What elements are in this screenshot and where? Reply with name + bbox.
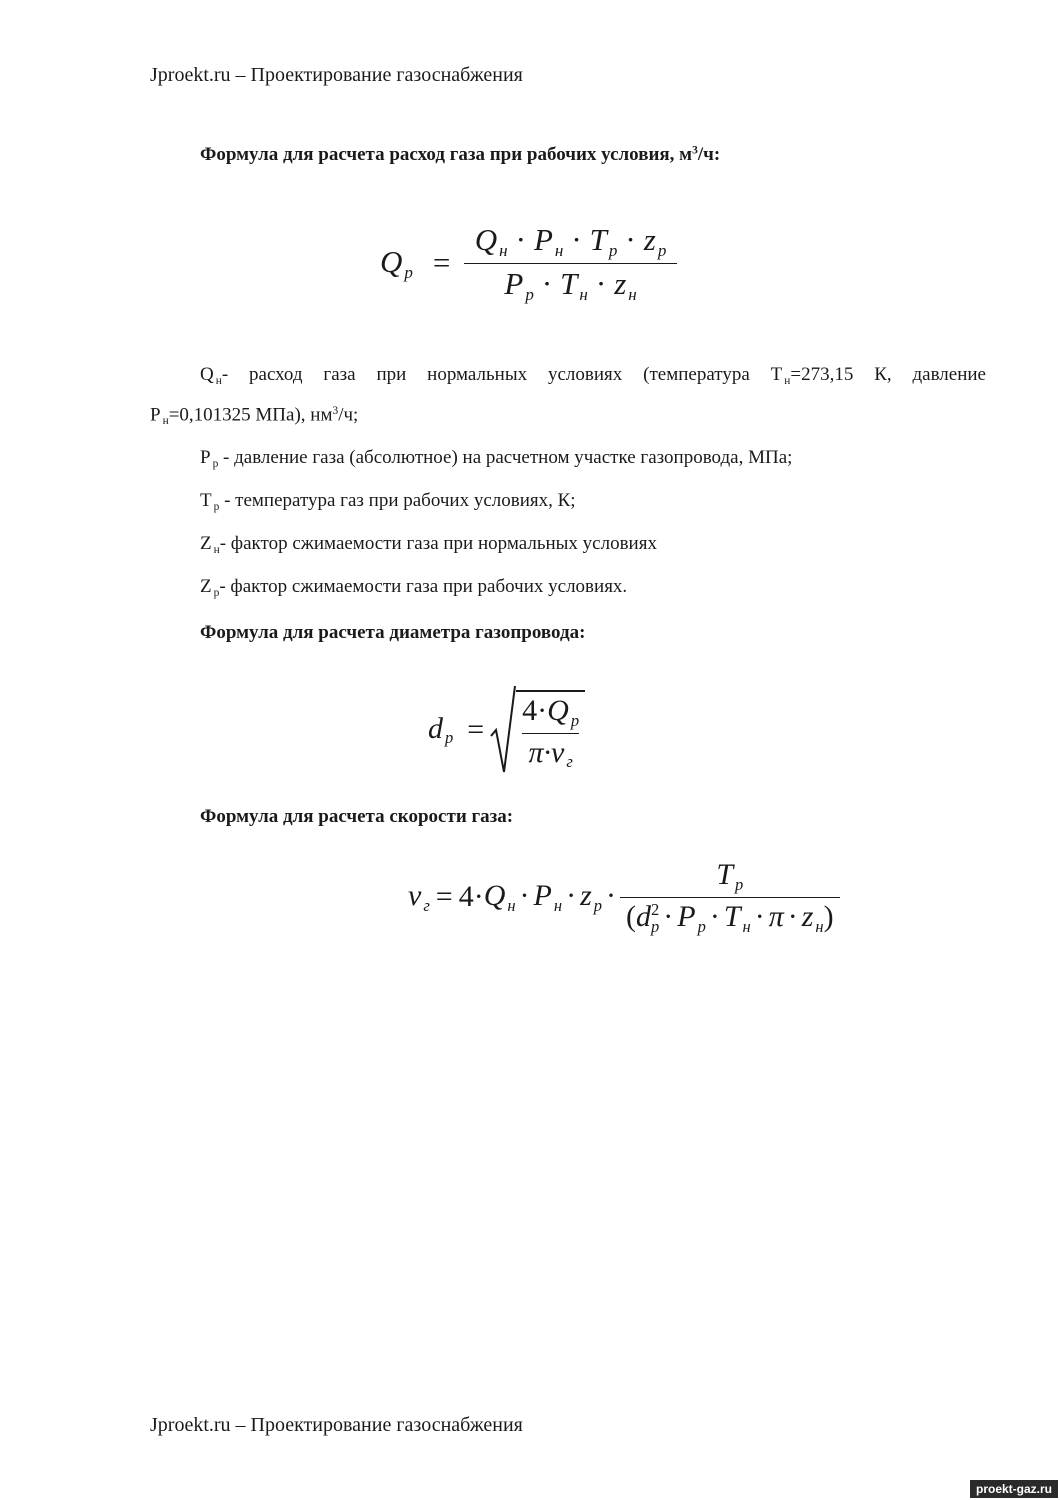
f1-equals: = <box>432 245 451 281</box>
formula-velocity <box>408 858 840 937</box>
formula-diameter <box>428 684 585 776</box>
f3-terms <box>484 879 620 916</box>
f1-num-term: Q $_н$ <box>474 222 508 260</box>
f3-dot: · <box>566 878 577 912</box>
f2-denominator: π·ν $_г$ <box>522 733 578 773</box>
f1-den-term: T $_н$ <box>560 265 588 304</box>
section1-title-sup: 3 <box>692 144 698 157</box>
page-footer: Jproekt.ru – Проектирование газоснабжения <box>150 1414 523 1436</box>
f1-den-term: · <box>595 265 607 301</box>
f2-radicand <box>516 690 585 773</box>
f1-den-term: z $_н$ <box>614 265 637 304</box>
f1-num-term: · <box>515 222 526 257</box>
def-qn: Q $_н$- расход газа при нормальных условиях (температура Т $_н$=273,15 К, давление <box>200 364 986 387</box>
watermark-badge: proekt-gaz.ru <box>970 1480 1058 1498</box>
def-zp: Z $_р$- фактор сжимаемости газа при рабочих условиях. <box>200 576 628 600</box>
f3-den-dot: · <box>709 899 720 933</box>
f3-coef: 4· <box>458 880 484 914</box>
f1-denominator <box>464 263 676 305</box>
f3-den-term: π <box>768 899 784 933</box>
f3-denominator: (d 2 p · P $_р$ · T $_н$ · π · z $_н$) <box>620 897 840 937</box>
section3-title: Формула для расчета скорости газа: <box>200 806 514 827</box>
section1-title-text: Формула для расчета расход газа при рабочих условия, м <box>200 144 693 165</box>
section2-title: Формула для расчета диаметра газопровода: <box>200 622 586 643</box>
f2-equals: = <box>467 713 485 746</box>
f1-num-term: · <box>571 222 582 257</box>
f3-term: z $_р$ <box>580 878 602 915</box>
f3-den-term: P $_р$ <box>677 899 706 936</box>
formula-gas-flow <box>380 222 677 305</box>
def-zn: Z $_н$- фактор сжимаемости газа при нормальных условиях <box>200 533 657 557</box>
def-tp: Т $_р$ - температура газ при рабочих условиях, К; <box>200 490 576 514</box>
f3-den-term: T $_н$ <box>723 899 751 936</box>
section1-title-end: /ч: <box>697 144 721 165</box>
f1-numerator <box>469 222 673 263</box>
f3-equals: = <box>435 880 453 914</box>
f3-den-dot: · <box>663 899 674 933</box>
f1-lhs: Q $_р$ <box>380 243 413 282</box>
f3-den-term: z $_н$ <box>801 899 824 936</box>
f3-numerator: T $_р$ <box>716 858 744 894</box>
f2-lhs: d $_р$ <box>428 711 454 748</box>
f1-num-term: z $_р$ <box>643 222 667 260</box>
f3-den-dot: · <box>787 899 798 933</box>
f1-den-term: P $_р$ <box>504 265 534 304</box>
f3-lhs: ν $_г$ <box>408 878 430 915</box>
f3-term: P $_н$ <box>533 878 563 915</box>
def-pn: Р $_н$=0,101325 МПа), $нм^3/ч$; <box>150 404 359 428</box>
section1-title <box>200 144 720 166</box>
page-header: Jproekt.ru – Проектирование газоснабжения <box>150 64 523 86</box>
f3-dot: · <box>606 878 616 912</box>
f2-numerator: 4·Q $_р$ <box>522 693 580 730</box>
f1-fraction <box>464 222 676 305</box>
f3-term: Q $_н$ <box>483 878 516 915</box>
def-pp: Р $_р$ - давление газа (абсолютное) на расчетном участке газопровода, МПа; <box>200 447 793 471</box>
definitions-block <box>150 360 986 608</box>
f1-num-term: T $_р$ <box>589 222 618 260</box>
f3-den-dot: · <box>754 899 765 933</box>
f1-den-term: · <box>541 265 553 301</box>
f2-fraction <box>516 694 585 773</box>
sqrt-sign-icon <box>490 684 516 776</box>
f3-fraction <box>620 858 840 937</box>
f1-num-term: P $_н$ <box>533 222 564 260</box>
f1-num-term: · <box>625 222 636 257</box>
f3-dot: · <box>519 878 530 912</box>
